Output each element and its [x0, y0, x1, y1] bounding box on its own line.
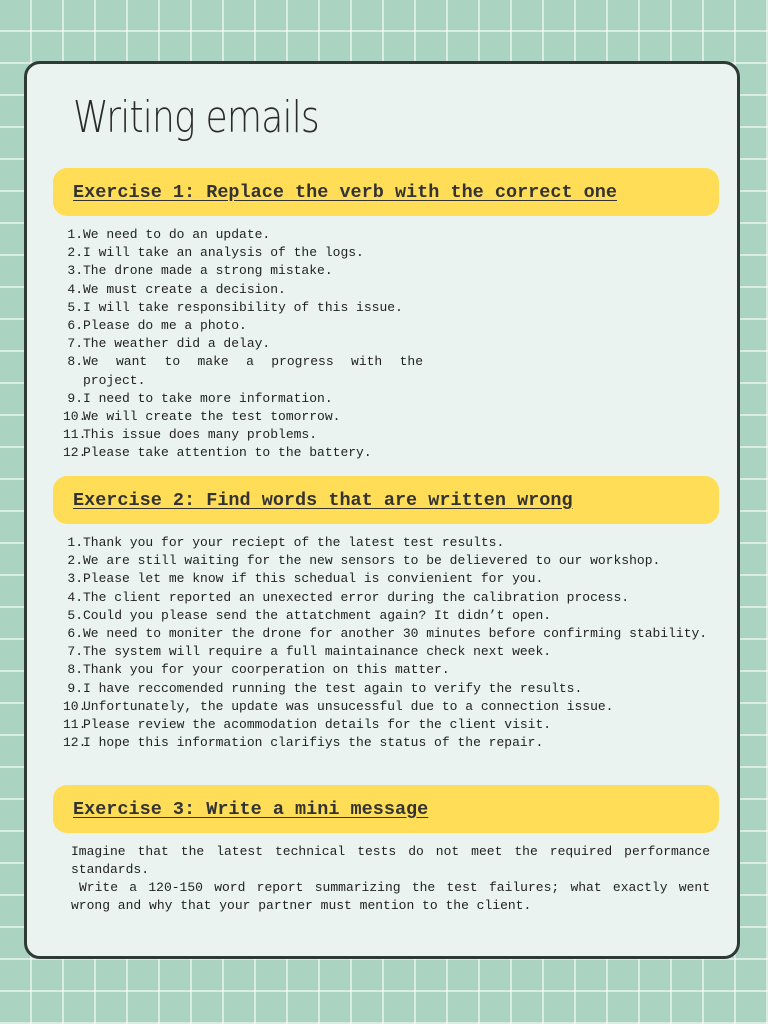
list-item-number: 1.	[67, 227, 83, 242]
exercise-1-list	[63, 226, 423, 463]
list-item-text: I hope this information clarifiys the status of the repair.	[83, 735, 544, 751]
list-item	[63, 661, 711, 679]
exercise-2-list	[63, 534, 711, 752]
list-item	[63, 408, 423, 426]
list-item-text: Could you please send the attatchment again? It didn’t open.	[83, 607, 552, 623]
list-item	[63, 698, 711, 716]
page-title: Writing emails	[73, 92, 319, 143]
exercise-1-banner	[53, 168, 719, 216]
exercise-2-heading: Exercise 2: Find words that are written wrong	[73, 489, 573, 511]
list-item-number: 5.	[67, 607, 83, 623]
list-item-number: 6.	[67, 626, 83, 642]
list-item-number: 7.	[67, 644, 83, 660]
list-item-number: 9.	[67, 390, 83, 406]
list-item-text: The drone made a strong mistake.	[83, 263, 333, 279]
list-item	[63, 390, 423, 408]
list-item-number: 12.	[63, 735, 87, 751]
list-item	[63, 426, 423, 444]
list-item	[63, 607, 711, 625]
list-item-text: I will take responsibility of this issue.	[83, 299, 403, 315]
list-item-number: 2.	[67, 245, 83, 261]
list-item-number: 4.	[67, 281, 83, 297]
list-item	[63, 281, 423, 299]
list-item	[63, 534, 711, 552]
list-item-text: We are still waiting for the new sensors to be delievered to our workshop.	[83, 553, 661, 569]
list-item-number: 2.	[67, 553, 83, 569]
list-item-text: Please do me a photo.	[83, 318, 247, 334]
list-item	[63, 734, 711, 752]
list-item-number: 3.	[67, 571, 83, 587]
exercise-3-banner	[53, 785, 719, 833]
list-item	[63, 299, 423, 317]
list-item-text: We must create a decision.	[83, 281, 286, 297]
list-item-number: 5.	[67, 299, 83, 315]
list-item-text: We need to moniter the drone for another 30 minutes before confirming stability.	[83, 626, 708, 642]
list-item	[63, 244, 423, 262]
list-item-text: Please take attention to the battery.	[83, 445, 372, 461]
list-item-number: 10.	[63, 698, 87, 714]
list-item-text: We will create the test tomorrow.	[83, 409, 341, 425]
list-item	[63, 262, 423, 280]
list-item	[63, 335, 423, 353]
list-item-number: 3.	[67, 263, 83, 279]
list-item	[63, 589, 711, 607]
list-item-text: This issue does many problems.	[83, 427, 318, 443]
list-item	[63, 716, 711, 734]
list-item-number: 9.	[67, 680, 83, 696]
list-item-number: 8.	[67, 662, 83, 678]
list-item-number: 12.	[63, 445, 87, 461]
exercise-2-banner	[53, 476, 719, 524]
list-item-text: The system will require a full maintainance check next week.	[83, 644, 552, 660]
worksheet-card	[24, 61, 740, 959]
exercise-3-paragraph-2: Write a 120-150 word report summarizing the test failures; what exactly went wrong and why that your partner must mention to the client.	[71, 880, 710, 914]
list-item	[63, 625, 711, 643]
list-item-text: I need to take more information.	[83, 390, 333, 406]
list-item-text: We want to make a progress with the project.	[83, 354, 423, 388]
list-item	[63, 570, 711, 588]
list-item	[63, 643, 711, 661]
list-item	[63, 226, 423, 244]
exercise-1-heading: Exercise 1: Replace the verb with the correct one	[73, 181, 617, 203]
exercise-3-heading: Exercise 3: Write a mini message	[73, 798, 429, 820]
list-item-number: 1.	[67, 535, 83, 550]
list-item	[63, 680, 711, 698]
list-item-number: 10.	[63, 409, 87, 425]
list-item	[63, 317, 423, 335]
exercise-3-paragraph-1: Imagine that the latest technical tests do not meet the required performance standards.	[71, 844, 710, 878]
list-item	[63, 444, 423, 462]
list-item-text: We need to do an update.	[83, 227, 271, 242]
list-item-text: Please let me know if this schedual is convienient for you.	[83, 571, 544, 587]
list-item-text: Thank you for your coorperation on this matter.	[83, 662, 450, 678]
list-item-text: Unfortunately, the update was unsucessful due to a connection issue.	[83, 698, 614, 714]
list-item	[63, 353, 423, 389]
list-item-text: Please review the acommodation details for the client visit.	[83, 717, 552, 733]
list-item-text: The client reported an unexected error during the calibration process.	[83, 589, 630, 605]
list-item	[63, 552, 711, 570]
list-item-text: The weather did a delay.	[83, 336, 271, 352]
list-item-text: I will take an analysis of the logs.	[83, 245, 364, 261]
list-item-number: 4.	[67, 589, 83, 605]
list-item-number: 11.	[63, 427, 87, 443]
list-item-number: 11.	[63, 717, 87, 733]
list-item-text: I have reccomended running the test again to verify the results.	[83, 680, 583, 696]
list-item-number: 6.	[67, 318, 83, 334]
list-item-text: Thank you for your reciept of the latest test results.	[83, 535, 505, 550]
list-item-number: 7.	[67, 336, 83, 352]
list-item-number: 8.	[67, 354, 83, 370]
